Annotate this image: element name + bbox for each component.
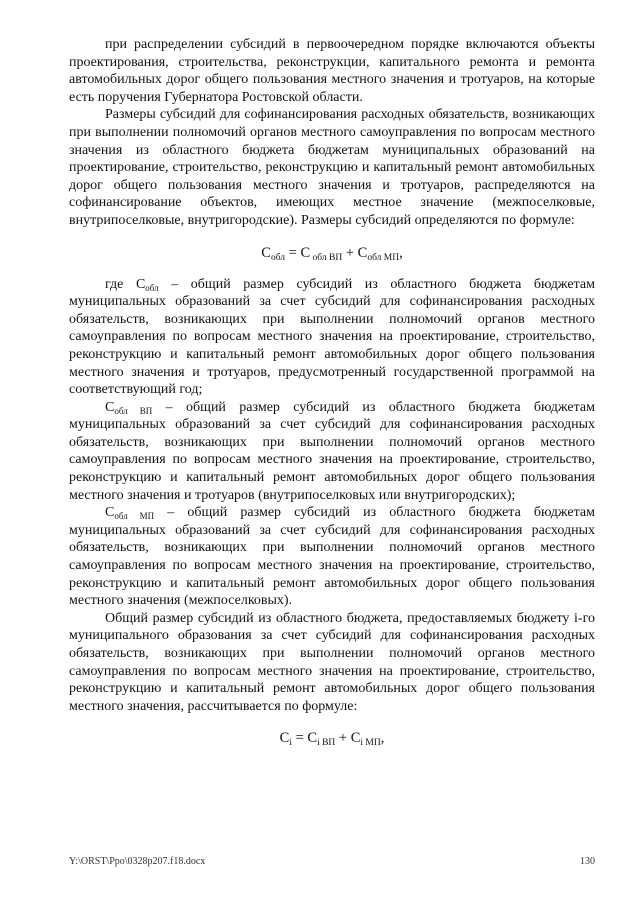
formula-lhs: С [279, 730, 290, 747]
formula-plus: + С [335, 730, 361, 747]
formula-lhs: С [261, 244, 271, 261]
formula-end: , [380, 730, 385, 747]
paragraph-subsidy-sizes: Размеры субсидий для софинансирования расходных обязательств, возникающих при выполнении полномочий органов местного самоуправления по вопросам местного значения из областного бюджета бюджетам муниципальных образований на проектирование, строительство, реконструкцию и капитальный ремонт автомобильных дорог общего пользования местного значения и тротуаров, распределяются на софинансирование объектов, имеющих местное значение (межпоселковые, внутрипоселковые, внутригородские). Размеры субсидий определяются по формуле: [69, 107, 595, 228]
definition-subscript: обл [145, 282, 159, 293]
definition-lead: С [105, 505, 115, 521]
definition-text: – общий размер субсидий из областного бюджета бюджетам муниципальных образований за счет субсидий для софинансирования расходных обязательств, возникающих при выполнении полномочий органов местного самоуправления по вопросам местного значения на проектирование, строительство, реконструкцию и капитальный ремонт автомобильных дорог общего пользования местного значения и тротуаров, предусмотренный государственной программой на соответствующий год; [69, 276, 595, 398]
definition-text: – общий размер субсидий из областного бюджета бюджетам муниципальных образований за счет субсидий для софинансирования расходных обязательств, возникающих при выполнении полномочий органов местного самоуправления по вопросам местного значения на проектирование, строительство, реконструкцию и капитальный ремонт автомобильных дорог общего пользования местного значения (межпоселковых). [69, 505, 595, 609]
definition-c-obl-mp [69, 504, 595, 610]
formula-lhs-subscript: i [289, 738, 292, 749]
formula-term1-subscript: i ВП [317, 738, 336, 749]
paragraph-municipal-subsidy: Общий размер субсидий из областного бюджета, предоставляемых бюджету i-го муниципального образования за счет субсидий для софинансирования расходных обязательств, возникающих при выполнении полномочий органов местного самоуправления по вопросам местного значения на проектирование, строительство, реконструкцию и капитальный ремонт автомобильных дорог общего пользования местного значения, рассчитывается по формуле: [69, 610, 595, 714]
definition-subscript: обл МП [114, 511, 155, 522]
definition-lead: где С [105, 276, 146, 292]
formula-municipal-subsidy [69, 729, 595, 747]
formula-term1-subscript: обл ВП [310, 252, 343, 263]
footer-page-number: 130 [580, 856, 595, 867]
definition-c-obl [69, 276, 595, 399]
formula-term2-subscript: i МП [360, 738, 381, 749]
definition-c-obl-vp [69, 399, 595, 505]
formula-lhs-subscript: обл [270, 252, 286, 263]
formula-term2-subscript: обл МП [367, 252, 400, 263]
formula-equals: = С [285, 244, 311, 261]
definition-lead: С [105, 399, 115, 415]
formula-equals: = С [291, 730, 318, 747]
document-body [69, 36, 595, 747]
footer-file-path: Y:\ORST\Ppo\0328p207.f18.docx [69, 856, 206, 867]
paragraph-continuation: при распределении субсидий в первоочередном порядке включаются объекты проектирования, строительства, реконструкции, капитального ремонта и ремонта автомобильных дорог общего пользования местного значения и тротуаров, на которые есть поручения Губернатора Ростовской области. [69, 37, 595, 105]
definition-text: – общий размер субсидий из областного бюджета бюджетам муниципальных образований за счет субсидий для софинансирования расходных обязательств, возникающих при выполнении полномочий органов местного самоуправления по вопросам местного значения на проектирование, строительство, реконструкцию и капитальный ремонт автомобильных дорог общего пользования местного значения и тротуаров (внутрипоселковых или внутригородских); [69, 399, 595, 503]
definition-subscript: обл ВП [114, 405, 153, 416]
formula-end: , [399, 244, 403, 261]
formula-total-subsidy [69, 244, 595, 262]
formula-plus: + С [342, 244, 368, 261]
